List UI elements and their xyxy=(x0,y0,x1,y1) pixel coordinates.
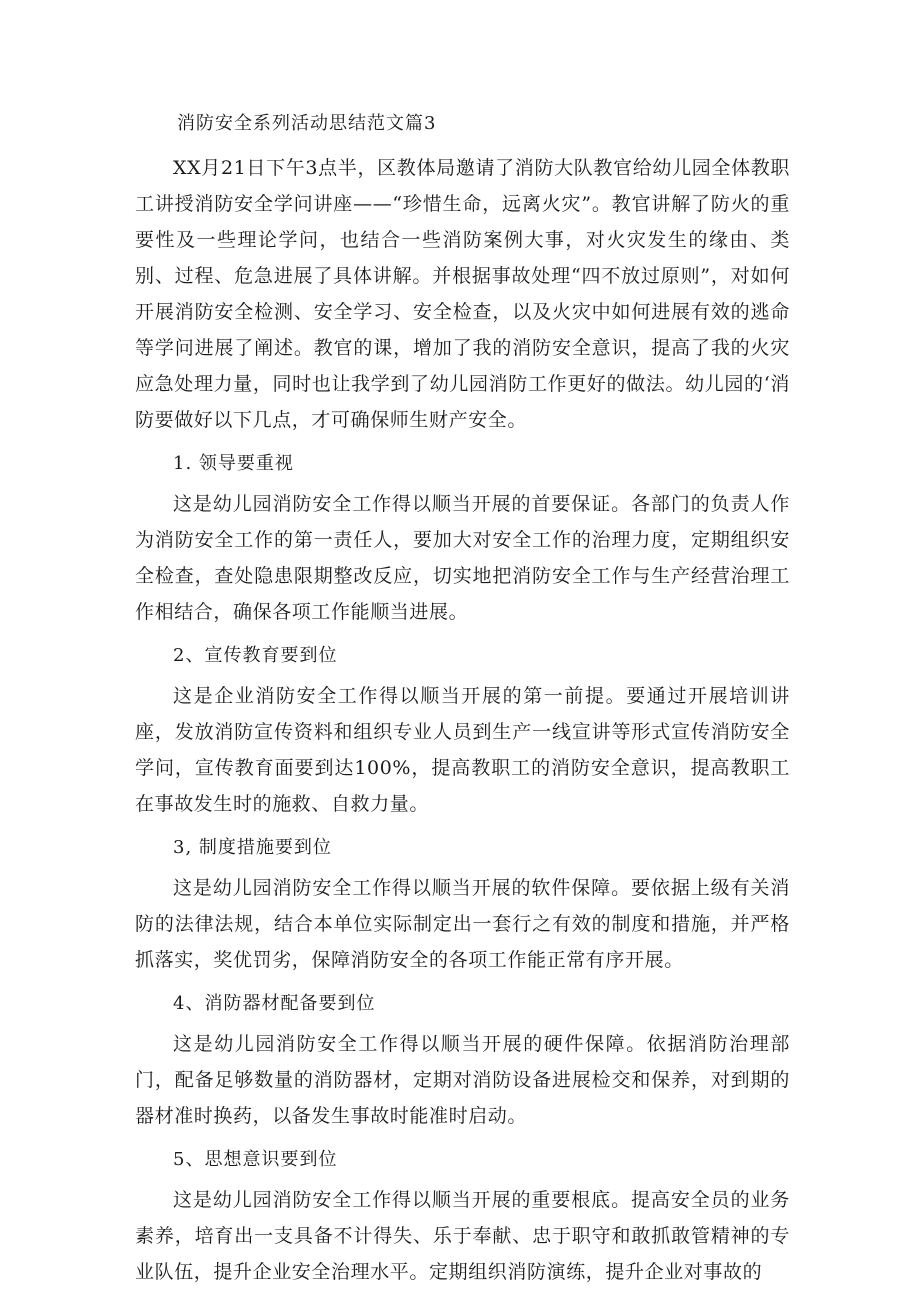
section-body-1: 这是幼儿园消防安全工作得以顺当开展的首要保证。各部门的负责人作为消防安全工作的第一责任人，要加大对安全工作的治理力度，定期组织安全检查，查处隐患限期整改反应，切实地把消防安全工作与生产经营治理工作相结合，确保各项工作能顺当进展。 xyxy=(135,493,790,623)
section-heading-5: 5、思想意识要到位 xyxy=(173,1149,338,1170)
document-title: 消防安全系列活动思结范文篇3 xyxy=(177,113,437,134)
section-heading-3: 3, 制度措施要到位 xyxy=(173,837,332,858)
section-body-5: 这是幼儿园消防安全工作得以顺当开展的重要根底。提高安全员的业务素养，培育出一支具备不计得失、乐于奉献、忠于职守和敢抓敢管精神的专业队伍，提升企业安全治理水平。定期组织消防演练，提升企业对事故的 xyxy=(135,1189,790,1283)
section-heading-4: 4、消防器材配备要到位 xyxy=(173,993,376,1014)
document-body xyxy=(135,112,790,1302)
section-body-3: 这是幼儿园消防安全工作得以顺当开展的软件保障。要依据上级有关消防的法律法规，结合本单位实际制定出一套行之有效的制度和措施，并严格抓落实，奖优罚劣，保障消防安全的各项工作能正常有序开展。 xyxy=(135,877,790,971)
section-body-2: 这是企业消防安全工作得以顺当开展的第一前提。要通过开展培训讲座，发放消防宣传资料和组织专业人员到生产一线宣讲等形式宣传消防安全学问，宣传教育面要到达100%，提高教职工的消防安全意识，提高教职工在事故发生时的施救、自救力量。 xyxy=(135,685,790,815)
section-body-4: 这是幼儿园消防安全工作得以顺当开展的硬件保障。依据消防治理部门，配备足够数量的消防器材，定期对消防设备进展检交和保养，对到期的器材准时换药，以备发生事故时能准时启动。 xyxy=(135,1033,790,1127)
section-heading-2: 2、宣传教育要到位 xyxy=(173,645,338,666)
section-heading-1: 1. 领导要重视 xyxy=(173,453,294,474)
intro-paragraph: XX月21日下午3点半，区教体局邀请了消防大队教官给幼儿园全体教职工讲授消防安全学问讲座——“珍惜生命，远离火灾”。教官讲解了防火的重要性及一些理论学问，也结合一些消防案例大事，对火灾发生的缘由、类别、过程、危急进展了具体讲解。并根据事故处理“四不放过原则”，对如何开展消防安全检测、安全学习、安全检查，以及火灾中如何进展有效的逃命等学问进展了阐述。教官的课，增加了我的消防安全意识，提高了我的火灾应急处理力量，同时也让我学到了幼儿园消防工作更好的做法。幼儿园的‘消防要做好以下几点，才可确保师生财产安全。 xyxy=(135,157,790,431)
